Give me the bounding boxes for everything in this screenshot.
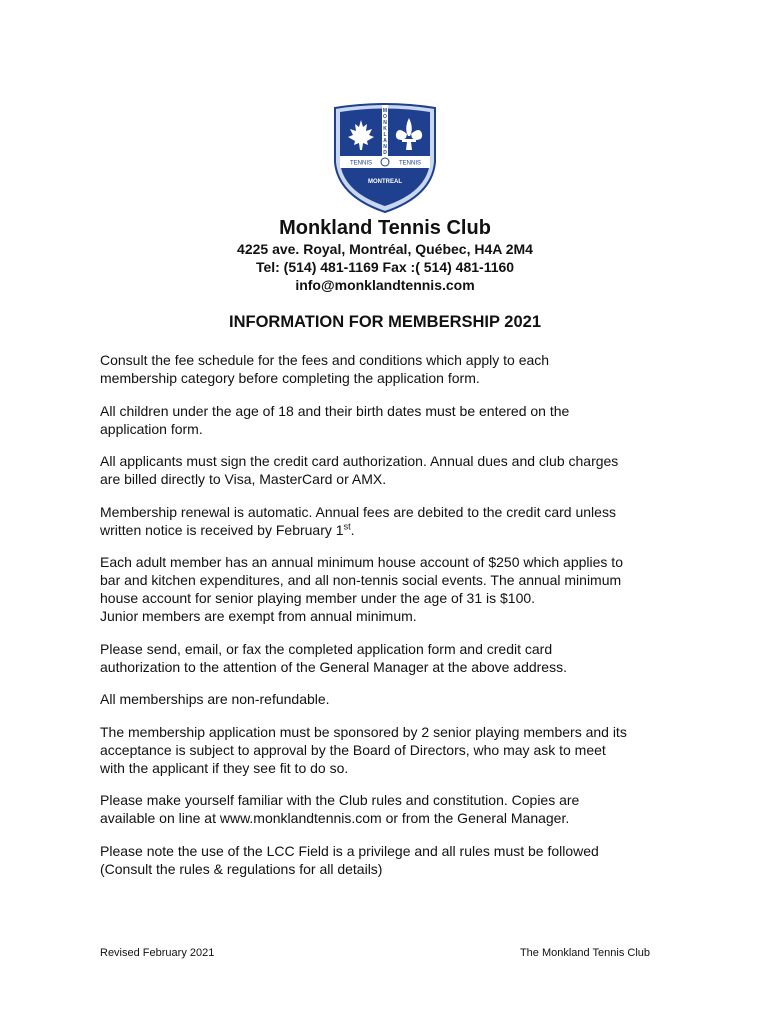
logo-letter: K bbox=[383, 126, 387, 132]
logo-tennis-right: TENNIS bbox=[398, 160, 422, 167]
tennis-ball-icon bbox=[381, 158, 389, 166]
logo-letter: N bbox=[383, 144, 387, 150]
paragraph bbox=[100, 791, 680, 827]
paragraph bbox=[100, 842, 680, 878]
text-line: Please note the use of the LCC Field is a privilege and all rules must be followed bbox=[100, 842, 599, 859]
paragraph bbox=[100, 402, 680, 438]
text-line: authorization to the attention of the General Manager at the above address. bbox=[100, 658, 567, 675]
logo-letter: O bbox=[383, 114, 387, 120]
text-line: application form. bbox=[100, 420, 203, 437]
logo-letter: N bbox=[383, 120, 387, 126]
text-line: Please make yourself familiar with the Club rules and constitution. Copies are bbox=[100, 792, 580, 808]
footer-revision: Revised February 2021 bbox=[100, 947, 215, 959]
club-email: info@monklandtennis.com bbox=[295, 277, 475, 293]
text-line: Junior members are exempt from annual minimum. bbox=[100, 608, 417, 624]
logo-letter: L bbox=[383, 132, 387, 138]
text-line: available on line at www.monklandtennis.com or from the General Manager. bbox=[100, 810, 570, 826]
footer-club-name: The Monkland Tennis Club bbox=[519, 947, 650, 959]
ordinal-superscript: st bbox=[343, 520, 351, 531]
text-line: Membership renewal is automatic. Annual fees are debited to the credit card unless bbox=[100, 503, 616, 520]
club-phone-fax: Tel: (514) 481-1169 Fax :( 514) 481-1160 bbox=[255, 259, 515, 275]
paragraph bbox=[100, 503, 680, 539]
text-segment: written notice is received by February 1 bbox=[100, 521, 344, 538]
text-line: membership category before completing the application form. bbox=[100, 370, 480, 386]
text-line: with the applicant if they see fit to do so. bbox=[100, 759, 349, 776]
text-line: The membership application must be sponsored by 2 senior playing members and its bbox=[100, 723, 627, 740]
text-line-with-superscript bbox=[100, 521, 680, 539]
logo-letter: A bbox=[383, 138, 387, 144]
logo-letter: M bbox=[382, 108, 388, 114]
text-line: Please send, email, or fax the completed application form and credit card bbox=[100, 640, 553, 657]
club-address: 4225 ave. Royal, Montréal, Québec, H4A 2M4 bbox=[237, 241, 533, 257]
text-line: All memberships are non-refundable. bbox=[100, 691, 330, 707]
text-line: bar and kitchen expenditures, and all non-tennis social events. The annual minimum bbox=[100, 572, 622, 588]
text-line: are billed directly to Visa, MasterCard or AMX. bbox=[100, 471, 387, 487]
paragraph bbox=[100, 690, 680, 708]
text-segment: . bbox=[350, 521, 355, 538]
document-title: INFORMATION FOR MEMBERSHIP 2021 bbox=[228, 313, 541, 331]
text-line: (Consult the rules & regulations for all details) bbox=[100, 860, 383, 877]
logo-tennis-left: TENNIS bbox=[349, 160, 373, 167]
text-line: acceptance is subject to approval by the Board of Directors, who may ask to meet bbox=[100, 741, 606, 758]
text-line: Each adult member has an annual minimum house account of $250 which applies to bbox=[100, 554, 623, 570]
text-line: All children under the age of 18 and their birth dates must be entered on the bbox=[100, 402, 570, 419]
club-crest-logo bbox=[332, 100, 438, 214]
paragraph bbox=[100, 640, 680, 676]
logo-city: MONTREAL bbox=[368, 179, 402, 185]
paragraph bbox=[100, 452, 680, 488]
paragraph bbox=[100, 351, 680, 387]
letterhead bbox=[0, 216, 770, 294]
paragraph bbox=[100, 553, 680, 625]
text-line: Consult the fee schedule for the fees and conditions which apply to each bbox=[100, 352, 550, 368]
text-line: All applicants must sign the credit card authorization. Annual dues and club charges bbox=[100, 453, 619, 469]
club-name: Monkland Tennis Club bbox=[279, 217, 491, 239]
document-body bbox=[100, 351, 680, 892]
logo-letter: D bbox=[383, 150, 387, 156]
paragraph bbox=[100, 723, 680, 777]
text-line: house account for senior playing member under the age of 31 is $100. bbox=[100, 590, 536, 606]
